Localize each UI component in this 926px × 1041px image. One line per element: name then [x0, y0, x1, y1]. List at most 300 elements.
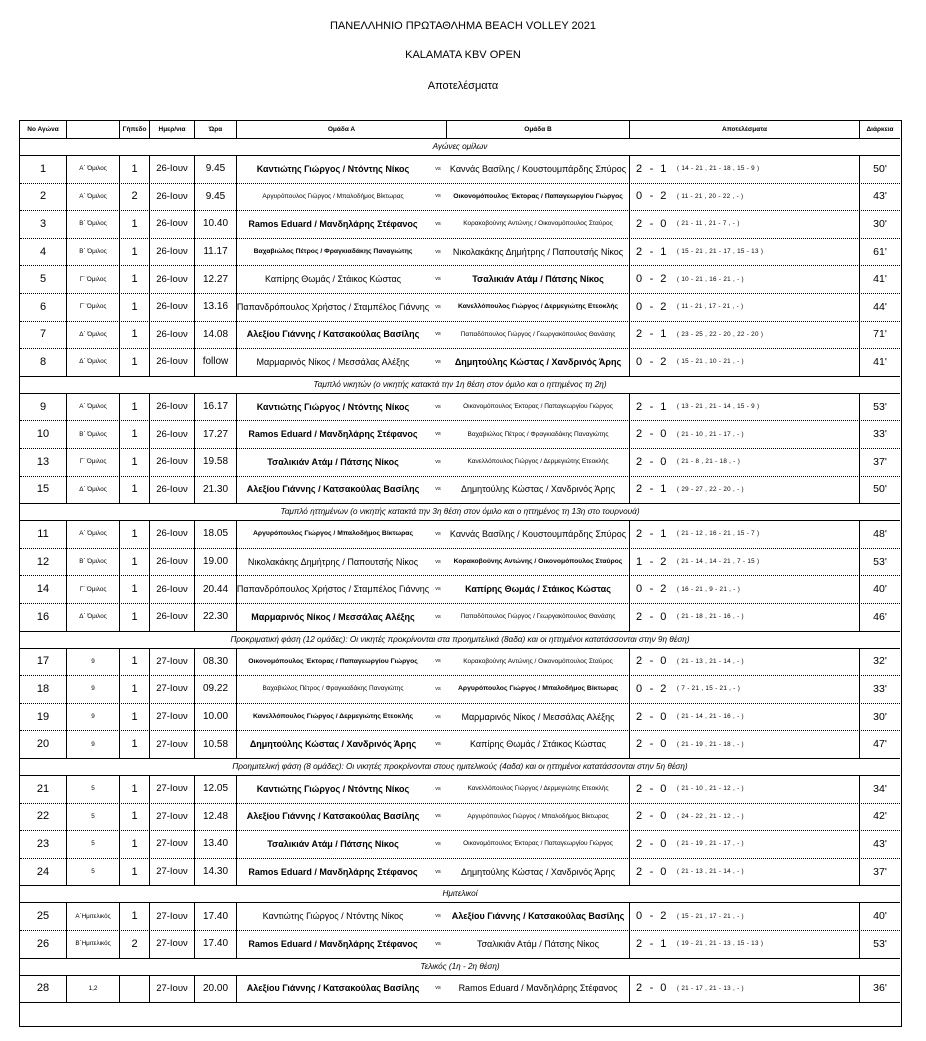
col-header-time: Ώρα [195, 121, 237, 138]
vs-label: vs [435, 913, 441, 920]
sets-team-a: 0 [636, 910, 643, 923]
match-court: 1 [120, 648, 150, 676]
match-duration: 43' [873, 190, 887, 203]
table-row [20, 293, 900, 322]
match-court: 1 [120, 548, 150, 576]
table-row [20, 448, 900, 477]
table-row [20, 520, 900, 549]
team-b-name: Κανελλόπουλος Γιώργος / Δερμεγιώτης Ετεοκλής [457, 303, 619, 311]
set-scores: ( 21 - 13 , 21 - 14 , - ) [676, 868, 744, 876]
match-group: Δ΄ Όμιλος [67, 348, 120, 376]
match-duration: 43' [873, 837, 887, 850]
col-header-duration: Διάρκεια [866, 126, 894, 133]
team-a [237, 265, 429, 293]
team-b-name: Κορακοβούνης Αντώνης / Οικονομόπουλος Σταύρος [463, 220, 613, 228]
team-b [447, 775, 630, 803]
match-number: 2 [20, 183, 67, 211]
match-time: 14.30 [195, 858, 237, 886]
sets-separator: - [649, 527, 654, 540]
sets-team-b: 1 [660, 937, 667, 950]
match-number: 1 [20, 155, 67, 183]
team-b-name: Αλεξίου Γιάννης / Κατσακούλας Βασίλης [451, 911, 625, 922]
match-result [630, 902, 860, 930]
sets-separator: - [649, 782, 654, 795]
match-number: 13 [20, 448, 67, 476]
team-a-name: Αλεξίου Γιάννης / Κατσακούλας Βασίλης [246, 811, 420, 822]
match-duration: 34' [873, 782, 887, 795]
team-a [237, 393, 429, 421]
match-time: 14.08 [195, 321, 237, 349]
section-title: Προημιτελική φάση (8 ομάδες): Οι νικητές προκρίνονται στους ημιτελικούς (4αδα) και οι ηττημένοι κατατάσσονται στην 5η θέση) [20, 758, 900, 776]
vs-label: vs [435, 785, 441, 792]
team-b [447, 393, 630, 421]
sets-team-b: 1 [660, 527, 667, 540]
match-time: 12.05 [195, 775, 237, 803]
match-date: 26-Ιουν [150, 548, 195, 576]
match-number: 11 [20, 520, 67, 548]
table-row [20, 420, 900, 449]
sets-separator: - [649, 738, 654, 751]
match-group: 5 [67, 803, 120, 831]
table-header [20, 121, 900, 139]
team-b [447, 293, 630, 321]
team-b-name: Κανελλόπουλος Γιώργος / Δερμεγιώτης Ετεοκλής [467, 785, 609, 793]
vs-label: vs [435, 358, 441, 365]
sets-team-b: 2 [660, 355, 667, 368]
match-result [630, 348, 860, 376]
match-duration: 46' [873, 610, 887, 623]
team-a-name: Οικονομόπουλος Έκτορας / Παπαγεωργίου Γιώργος [248, 657, 418, 665]
table-row [20, 902, 900, 931]
match-duration: 50' [873, 162, 887, 175]
match-duration: 33' [873, 682, 887, 695]
team-a [237, 210, 429, 238]
set-scores: ( 21 - 11 , 21 - 7 , - ) [676, 220, 740, 228]
match-group: Α΄ Όμιλος [67, 155, 120, 183]
match-court: 1 [120, 238, 150, 266]
team-b-name: Βαχαβιώλος Πέτρος / Φραγκιαδάκης Παναγιώτης [467, 430, 609, 438]
match-duration: 61' [873, 245, 887, 258]
team-b [447, 420, 630, 448]
sets-team-b: 2 [660, 910, 667, 923]
match-number: 25 [20, 902, 67, 930]
match-duration: 53' [873, 400, 887, 413]
match-court: 1 [120, 265, 150, 293]
match-time: 19.00 [195, 548, 237, 576]
team-b [447, 830, 630, 858]
match-duration: 40' [873, 583, 887, 596]
vs-label: vs [435, 303, 441, 310]
match-number: 17 [20, 648, 67, 676]
sets-team-b: 0 [660, 837, 667, 850]
match-group: 5 [67, 775, 120, 803]
match-group: Α΄ Όμιλος [67, 520, 120, 548]
team-b-name: Παπαδόπουλος Γιώργος / Γεωργακόπουλος Θανάσης [460, 613, 616, 621]
set-scores: ( 21 - 18 , 21 - 16 , - ) [676, 613, 744, 621]
vs-label: vs [435, 813, 441, 820]
match-result [630, 393, 860, 421]
match-time: 19.58 [195, 448, 237, 476]
sets-team-b: 2 [660, 273, 667, 286]
vs-label: vs [435, 586, 441, 593]
vs-label: vs [435, 840, 441, 847]
match-duration: 41' [873, 273, 887, 286]
vs-label: vs [435, 431, 441, 438]
match-result [630, 930, 860, 958]
sets-separator: - [649, 865, 654, 878]
match-court: 1 [120, 210, 150, 238]
table-row [20, 265, 900, 294]
match-time: 08.30 [195, 648, 237, 676]
team-a-name: Αλεξίου Γιάννης / Κατσακούλας Βασίλης [246, 983, 420, 994]
table-row [20, 930, 900, 959]
table-row [20, 348, 900, 377]
team-b [447, 476, 630, 504]
team-b [447, 902, 630, 930]
team-a-name: Καντιώτης Γιώργος / Ντόντης Νίκος [262, 911, 404, 922]
team-a [237, 603, 429, 631]
team-b-name: Καπίρης Θωμάς / Στάικος Κώστας [465, 584, 611, 595]
team-a [237, 183, 429, 211]
sets-separator: - [649, 583, 654, 596]
sets-team-a: 1 [636, 555, 643, 568]
table-row [20, 210, 900, 239]
set-scores: ( 21 - 14 , 14 - 21 , 7 - 15 ) [676, 558, 760, 566]
team-b-name: Οικονομόπουλος Έκτορας / Παπαγεωργίου Γιώργος [453, 192, 623, 200]
sets-separator: - [649, 483, 654, 496]
match-number: 5 [20, 265, 67, 293]
team-a-name: Αργυρόπουλος Γιώργος / Μπαλοδήμος Βίκτωρας [262, 192, 404, 200]
match-result [630, 603, 860, 631]
match-duration: 37' [873, 455, 887, 468]
team-a-name: Μαρμαρινός Νίκος / Μεσσάλας Αλέξης [256, 356, 410, 367]
team-b [447, 703, 630, 731]
vs-label: vs [435, 248, 441, 255]
team-a [237, 575, 429, 603]
match-time: 22.30 [195, 603, 237, 631]
team-a-name: Μαρμαρινός Νίκος / Μεσσάλας Αλέξης [251, 611, 415, 622]
match-group: 5 [67, 858, 120, 886]
table-row [20, 730, 900, 759]
match-time: 10.58 [195, 730, 237, 758]
sets-team-b: 0 [660, 655, 667, 668]
vs-label: vs [435, 685, 441, 692]
sets-team-a: 0 [636, 190, 643, 203]
sets-team-b: 1 [660, 245, 667, 258]
match-number: 12 [20, 548, 67, 576]
match-duration: 32' [873, 655, 887, 668]
set-scores: ( 21 - 17 , 21 - 13 , - ) [676, 984, 744, 992]
match-result [630, 548, 860, 576]
match-result [630, 858, 860, 886]
match-court: 1 [120, 348, 150, 376]
section-title: Αγώνες ομίλων [20, 138, 900, 156]
match-time: follow [195, 348, 237, 376]
match-result [630, 975, 860, 1003]
match-date: 26-Ιουν [150, 603, 195, 631]
match-time: 11.17 [195, 238, 237, 266]
match-date: 27-Ιουν [150, 675, 195, 703]
sets-separator: - [649, 400, 654, 413]
team-a [237, 348, 429, 376]
match-date: 26-Ιουν [150, 420, 195, 448]
match-court: 1 [120, 520, 150, 548]
team-a-name: Καπίρης Θωμάς / Στάικος Κώστας [265, 274, 401, 285]
team-b-name: Τσαλικιάν Ατάμ / Πάτσης Νίκος [472, 274, 604, 285]
section-title: Προκριματική φάση (12 ομάδες): Οι νικητές προκρίνονται στα προημιτελικά (8αδα) και οι ηττημένοι κατατάσσονται στην 9η θέση) [20, 631, 900, 649]
set-scores: ( 21 - 13 , 21 - 14 , - ) [676, 657, 744, 665]
match-result [630, 830, 860, 858]
team-a-name: Αλεξίου Γιάννης / Κατσακούλας Βασίλης [246, 484, 420, 495]
match-court: 1 [120, 703, 150, 731]
team-a [237, 420, 429, 448]
team-b [447, 155, 630, 183]
match-result [630, 238, 860, 266]
match-group: 1,2 [67, 975, 120, 1003]
sets-team-b: 0 [660, 782, 667, 795]
match-duration: 33' [873, 428, 887, 441]
match-number: 4 [20, 238, 67, 266]
team-b [447, 321, 630, 349]
match-time: 16.17 [195, 393, 237, 421]
match-result [630, 575, 860, 603]
match-number: 6 [20, 293, 67, 321]
match-court: 2 [120, 183, 150, 211]
sets-team-b: 0 [660, 217, 667, 230]
team-b-name: Νικολακάκης Δημήτρης / Παπουτσής Νίκος [452, 246, 624, 257]
vs-label: vs [435, 331, 441, 338]
sets-team-b: 0 [660, 738, 667, 751]
sets-team-a: 2 [636, 610, 643, 623]
match-time: 20.44 [195, 575, 237, 603]
match-duration: 30' [873, 710, 887, 723]
sets-separator: - [649, 837, 654, 850]
sets-separator: - [649, 555, 654, 568]
team-b [447, 348, 630, 376]
team-b-name: Κορακοβούνης Αντώνης / Οικονομόπουλος Σταύρος [453, 558, 623, 566]
match-group: 9 [67, 730, 120, 758]
sets-separator: - [649, 245, 654, 258]
set-scores: ( 24 - 22 , 21 - 12 , - ) [676, 812, 744, 820]
match-number: 7 [20, 321, 67, 349]
team-a [237, 675, 429, 703]
match-court: 1 [120, 155, 150, 183]
team-a-name: Καντιώτης Γιώργος / Ντόντης Νίκος [256, 783, 410, 794]
results-table [19, 120, 902, 1027]
sets-team-a: 2 [636, 655, 643, 668]
team-a [237, 830, 429, 858]
team-a [237, 520, 429, 548]
team-a-name: Αργυρόπουλος Γιώργος / Μπαλοδήμος Βίκτωρας [252, 530, 414, 538]
sets-separator: - [649, 190, 654, 203]
team-b-name: Καπίρης Θωμάς / Στάικος Κώστας [470, 739, 606, 750]
match-date: 27-Ιουν [150, 703, 195, 731]
match-duration: 42' [873, 810, 887, 823]
match-group: Δ΄ Όμιλος [67, 603, 120, 631]
team-b [447, 730, 630, 758]
sets-team-a: 2 [636, 865, 643, 878]
table-row [20, 830, 900, 859]
sets-team-a: 2 [636, 400, 643, 413]
match-number: 24 [20, 858, 67, 886]
match-date: 26-Ιουν [150, 210, 195, 238]
set-scores: ( 16 - 21 , 9 - 21 , - ) [676, 585, 741, 593]
sets-team-b: 0 [660, 610, 667, 623]
match-result [630, 183, 860, 211]
vs-label: vs [435, 220, 441, 227]
sets-separator: - [649, 273, 654, 286]
match-group: Δ΄ Όμιλος [67, 476, 120, 504]
vs-label: vs [435, 985, 441, 992]
team-b-name: Μαρμαρινός Νίκος / Μεσσάλας Αλέξης [461, 711, 615, 722]
team-b-name: Τσαλικιάν Ατάμ / Πάτσης Νίκος [476, 938, 600, 949]
match-date: 27-Ιουν [150, 648, 195, 676]
set-scores: ( 23 - 25 , 22 - 20 , 22 - 20 ) [676, 330, 764, 338]
sets-team-b: 0 [660, 982, 667, 995]
col-header-team-a: Ομάδα Α [237, 121, 447, 138]
team-b [447, 930, 630, 958]
match-duration: 40' [873, 910, 887, 923]
sets-team-a: 2 [636, 837, 643, 850]
vs-label: vs [435, 165, 441, 172]
sets-separator: - [649, 355, 654, 368]
match-time: 18.05 [195, 520, 237, 548]
team-b [447, 675, 630, 703]
match-date: 27-Ιουν [150, 930, 195, 958]
match-group: Β΄Ημιτελικός [67, 930, 120, 958]
match-duration: 48' [873, 527, 887, 540]
vs-label: vs [435, 940, 441, 947]
match-result [630, 730, 860, 758]
match-group: Γ΄ Όμιλος [67, 575, 120, 603]
team-a [237, 293, 429, 321]
sets-separator: - [649, 937, 654, 950]
sets-separator: - [649, 810, 654, 823]
match-court: 1 [120, 321, 150, 349]
match-group: Γ΄ Όμιλος [67, 293, 120, 321]
section-title: Ταμπλό ηττημένων (ο νικητής κατακτά την 3η θέση στον όμιλο και ο ηττημένος τη 13η στο τουρνουά) [20, 503, 900, 521]
team-a-name: Ramos Eduard / Μανδηλάρης Στέφανος [248, 218, 418, 229]
sets-team-a: 2 [636, 982, 643, 995]
match-group: Α΄Ημιτελικός [67, 902, 120, 930]
sets-team-a: 0 [636, 273, 643, 286]
table-row [20, 858, 900, 887]
match-result [630, 476, 860, 504]
team-b-name: Οικονομόπουλος Έκτορας / Παπαγεωργίου Γιώργος [463, 403, 613, 411]
match-time: 10.40 [195, 210, 237, 238]
team-a [237, 155, 429, 183]
set-scores: ( 21 - 19 , 21 - 17 , - ) [676, 840, 744, 848]
sets-team-b: 1 [660, 483, 667, 496]
team-b-name: Ramos Eduard / Μανδηλάρης Στέφανος [458, 983, 618, 994]
match-time: 13.16 [195, 293, 237, 321]
team-a-name: Ramos Eduard / Μανδηλάρης Στέφανος [248, 429, 418, 440]
set-scores: ( 21 - 12 , 16 - 21 , 15 - 7 ) [676, 530, 760, 538]
match-date: 26-Ιουν [150, 321, 195, 349]
team-a-name: Τσαλικιάν Ατάμ / Πάτσης Νίκος [267, 838, 399, 849]
sets-team-a: 2 [636, 428, 643, 441]
match-court: 1 [120, 476, 150, 504]
team-a-name: Ramos Eduard / Μανδηλάρης Στέφανος [248, 938, 418, 949]
sets-team-b: 0 [660, 428, 667, 441]
match-court: 1 [120, 902, 150, 930]
page-title: Αποτελέσματα [427, 80, 499, 92]
table-row [20, 703, 900, 732]
match-group: 9 [67, 648, 120, 676]
set-scores: ( 21 - 10 , 21 - 12 , - ) [676, 785, 744, 793]
set-scores: ( 15 - 21 , 21 - 17 , 15 - 13 ) [676, 248, 764, 256]
table-row [20, 155, 900, 184]
match-group: Β΄ Όμιλος [67, 210, 120, 238]
match-number: 19 [20, 703, 67, 731]
vs-label: vs [435, 458, 441, 465]
match-court: 2 [120, 930, 150, 958]
match-group: 9 [67, 675, 120, 703]
match-result [630, 703, 860, 731]
vs-label: vs [435, 193, 441, 200]
sets-separator: - [649, 162, 654, 175]
match-date: 26-Ιουν [150, 183, 195, 211]
table-row [20, 603, 900, 632]
sets-separator: - [649, 982, 654, 995]
team-b-name: Αργυρόπουλος Γιώργος / Μπαλοδήμος Βίκτωρας [467, 812, 609, 820]
sets-team-a: 2 [636, 937, 643, 950]
team-b-name: Δημητούλης Κώστας / Χανδρινός Άρης [460, 866, 615, 877]
match-duration: 37' [873, 865, 887, 878]
sets-separator: - [649, 682, 654, 695]
team-a-name: Τσαλικιάν Ατάμ / Πάτσης Νίκος [267, 456, 399, 467]
team-a [237, 803, 429, 831]
team-a-name: Κανελλόπουλος Γιώργος / Δερμεγιώτης Ετεοκλής [252, 713, 414, 721]
team-b [447, 265, 630, 293]
match-result [630, 420, 860, 448]
table-row [20, 675, 900, 704]
match-group: Β΄ Όμιλος [67, 238, 120, 266]
team-a-name: Αλεξίου Γιάννης / Κατσακούλας Βασίλης [246, 329, 420, 340]
team-a-name: Βαχαβιώλος Πέτρος / Φραγκιαδάκης Παναγιώτης [253, 248, 413, 256]
set-scores: ( 15 - 21 , 17 - 21 , - ) [676, 912, 744, 920]
vs-label: vs [435, 868, 441, 875]
col-header-group [67, 121, 120, 138]
match-number: 20 [20, 730, 67, 758]
team-a [237, 321, 429, 349]
match-duration: 53' [873, 555, 887, 568]
set-scores: ( 13 - 21 , 21 - 14 , 15 - 9 ) [676, 403, 760, 411]
match-court: 1 [120, 448, 150, 476]
match-court [120, 975, 150, 1003]
sets-team-a: 2 [636, 527, 643, 540]
match-group: Α΄ Όμιλος [67, 183, 120, 211]
team-b [447, 238, 630, 266]
sets-team-a: 2 [636, 483, 643, 496]
team-a-name: Καντιώτης Γιώργος / Ντόντης Νίκος [256, 163, 410, 174]
sets-team-b: 2 [660, 555, 667, 568]
table-row [20, 393, 900, 422]
match-result [630, 675, 860, 703]
col-header-date: Ημερ/νια [150, 121, 195, 138]
match-number: 9 [20, 393, 67, 421]
match-duration: 44' [873, 300, 887, 313]
match-result [630, 321, 860, 349]
match-date: 27-Ιουν [150, 902, 195, 930]
team-a-name: Βαχαβιώλος Πέτρος / Φραγκιαδάκης Παναγιώτης [262, 685, 404, 693]
match-result [630, 775, 860, 803]
set-scores: ( 29 - 27 , 22 - 20 , - ) [676, 485, 744, 493]
sets-team-b: 2 [660, 682, 667, 695]
team-b [447, 548, 630, 576]
sets-team-b: 2 [660, 300, 667, 313]
set-scores: ( 14 - 21 , 21 - 18 , 15 - 9 ) [676, 165, 760, 173]
